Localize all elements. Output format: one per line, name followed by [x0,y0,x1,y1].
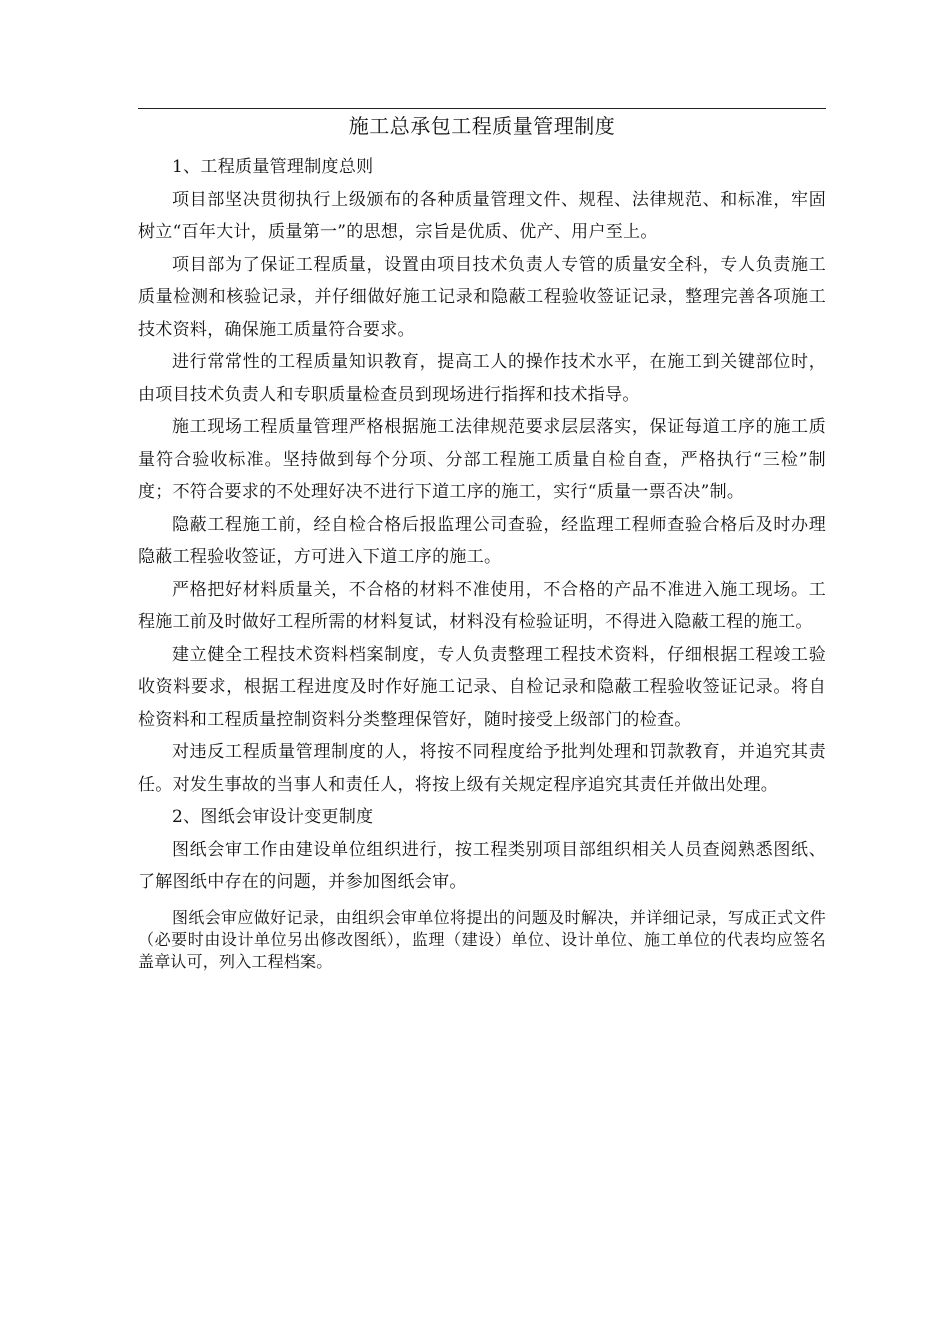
paragraph: 图纸会审应做好记录，由组织会审单位将提出的问题及时解决，并详细记录，写成正式文件（必要时由设计单位另出修改图纸），监理（建设）单位、设计单位、施工单位的代表均应签名盖章认可，列入工程档案。 [138,907,826,971]
section-heading-1: 1、工程质量管理制度总则 [172,157,374,177]
paragraph: 建立健全工程技术资料档案制度，专人负责整理工程技术资料，仔细根据工程竣工验收资料要求，根据工程进度及时作好施工记录、自检记录和隐蔽工程验收签证记录。将自检资料和工程质量控制资料分类整理保管好，随时接受上级部门的检查。 [138,644,826,730]
paragraph: 项目部坚决贯彻执行上级颁布的各种质量管理文件、规程、法律规范、和标准，牢固树立“百年大计，质量第一”的思想，宗旨是优质、优产、用户至上。 [138,189,826,242]
paragraph: 严格把好材料质量关，不合格的材料不准使用，不合格的产品不准进入施工现场。工程施工前及时做好工程所需的材料复试，材料没有检验证明，不得进入隐蔽工程的施工。 [138,579,826,632]
paragraph: 进行常常性的工程质量知识教育，提高工人的操作技术水平，在施工到关键部位时，由项目技术负责人和专职质量检查员到现场进行指挥和技术指导。 [138,352,826,405]
section-heading-2: 2、图纸会审设计变更制度 [172,807,374,827]
paragraph: 施工现场工程质量管理严格根据施工法律规范要求层层落实，保证每道工序的施工质量符合验收标准。坚持做到每个分项、分部工程施工质量自检自查，严格执行“三检”制度；不符合要求的不处理好决不进行下道工序的施工，实行“质量一票否决”制。 [138,417,826,502]
page-title: 施工总承包工程质量管理制度 [348,114,616,138]
paragraph: 隐蔽工程施工前，经自检合格后报监理公司查验，经监理工程师查验合格后及时办理隐蔽工程验收签证，方可进入下道工序的施工。 [138,514,826,567]
document-body [138,151,826,973]
paragraph: 项目部为了保证工程质量，设置由项目技术负责人专管的质量安全科，专人负责施工质量检测和核验记录，并仔细做好施工记录和隐蔽工程验收签证记录，整理完善各项施工技术资料，确保施工质量符合要求。 [138,254,826,340]
header-rule [138,108,826,109]
paragraph: 图纸会审工作由建设单位组织进行，按工程类别项目部组织相关人员查阅熟悉图纸、了解图纸中存在的问题，并参加图纸会审。 [138,839,826,892]
paragraph: 对违反工程质量管理制度的人，将按不同程度给予批判处理和罚款教育，并追究其责任。对发生事故的当事人和责任人，将按上级有关规定程序追究其责任并做出处理。 [138,742,826,795]
